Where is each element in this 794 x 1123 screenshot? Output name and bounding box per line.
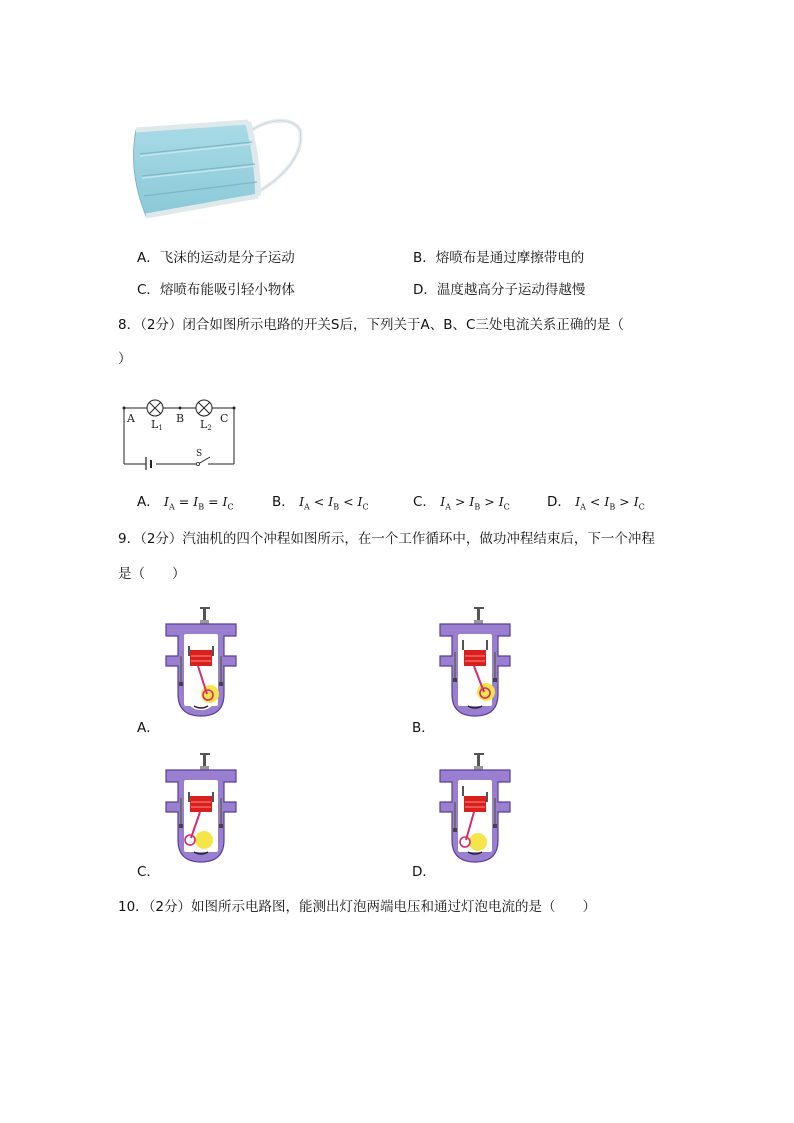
q9-stem: 9．（2分）汽油机的四个冲程如图所示，在一个工作循环中，做功冲程结束后，下一个冲程 (118, 531, 655, 547)
option-text: 温度越高分子运动得越慢 (436, 282, 586, 298)
option-formula: $I_A < I_B < I_C$ (299, 494, 369, 512)
option-formula: $I_A > I_B > I_C$ (440, 494, 510, 512)
q9-option-b-label[interactable]: B． (412, 720, 435, 736)
q8-circuit-diagram (118, 394, 240, 470)
q8-option-d[interactable] (547, 493, 645, 517)
engine-diagram-d (434, 752, 516, 864)
option-letter: A． (137, 494, 160, 510)
lamp-l1-label: L1 (151, 418, 163, 432)
q8-option-a[interactable] (137, 493, 234, 517)
q8-stem-close: ） (118, 351, 132, 367)
switch-s-label: S (196, 449, 203, 459)
option-letter: B． (272, 494, 295, 510)
q7-option-a[interactable] (137, 249, 295, 267)
q9-option-a-label[interactable]: A． (137, 720, 160, 736)
q7-option-c[interactable] (137, 281, 295, 299)
option-formula: $I_A < I_B > I_C$ (575, 494, 645, 512)
option-letter: D． (547, 494, 571, 510)
face-mask-image (118, 112, 308, 224)
lamp-l2-label: L2 (200, 418, 212, 432)
option-letter: C． (413, 494, 436, 510)
option-letter: B． (413, 250, 436, 266)
option-formula: $I_A = I_B = I_C$ (164, 494, 234, 512)
option-letter: D． (413, 282, 437, 298)
option-text: 飞沫的运动是分子运动 (159, 250, 295, 266)
engine-diagram-a (160, 606, 242, 718)
option-letter: A． (137, 250, 160, 266)
q8-option-b[interactable] (272, 493, 369, 517)
option-letter: C． (137, 282, 160, 298)
q10-stem: 10．（2分）如图所示电路图，能测出灯泡两端电压和通过灯泡电流的是（ ） (118, 899, 597, 915)
point-b-label: B (176, 412, 185, 425)
q9-option-c-label[interactable]: C． (137, 864, 160, 880)
engine-diagram-c (160, 752, 242, 864)
q9-stem-close: 是（ ） (118, 566, 186, 582)
q7-option-d[interactable] (413, 281, 585, 299)
q8-option-c[interactable] (413, 493, 510, 517)
q9-option-d-label[interactable]: D． (412, 864, 436, 880)
q7-option-b[interactable] (413, 249, 584, 267)
point-a-label: A (127, 412, 135, 425)
point-c-label: C (220, 412, 229, 425)
option-text: 熔喷布能吸引轻小物体 (159, 282, 295, 298)
option-text: 熔喷布是通过摩擦带电的 (435, 250, 585, 266)
q8-stem: 8．（2分）闭合如图所示电路的开关S后，下列关于A、B、C三处电流关系正确的是（ (118, 317, 624, 333)
engine-diagram-b (434, 606, 516, 718)
